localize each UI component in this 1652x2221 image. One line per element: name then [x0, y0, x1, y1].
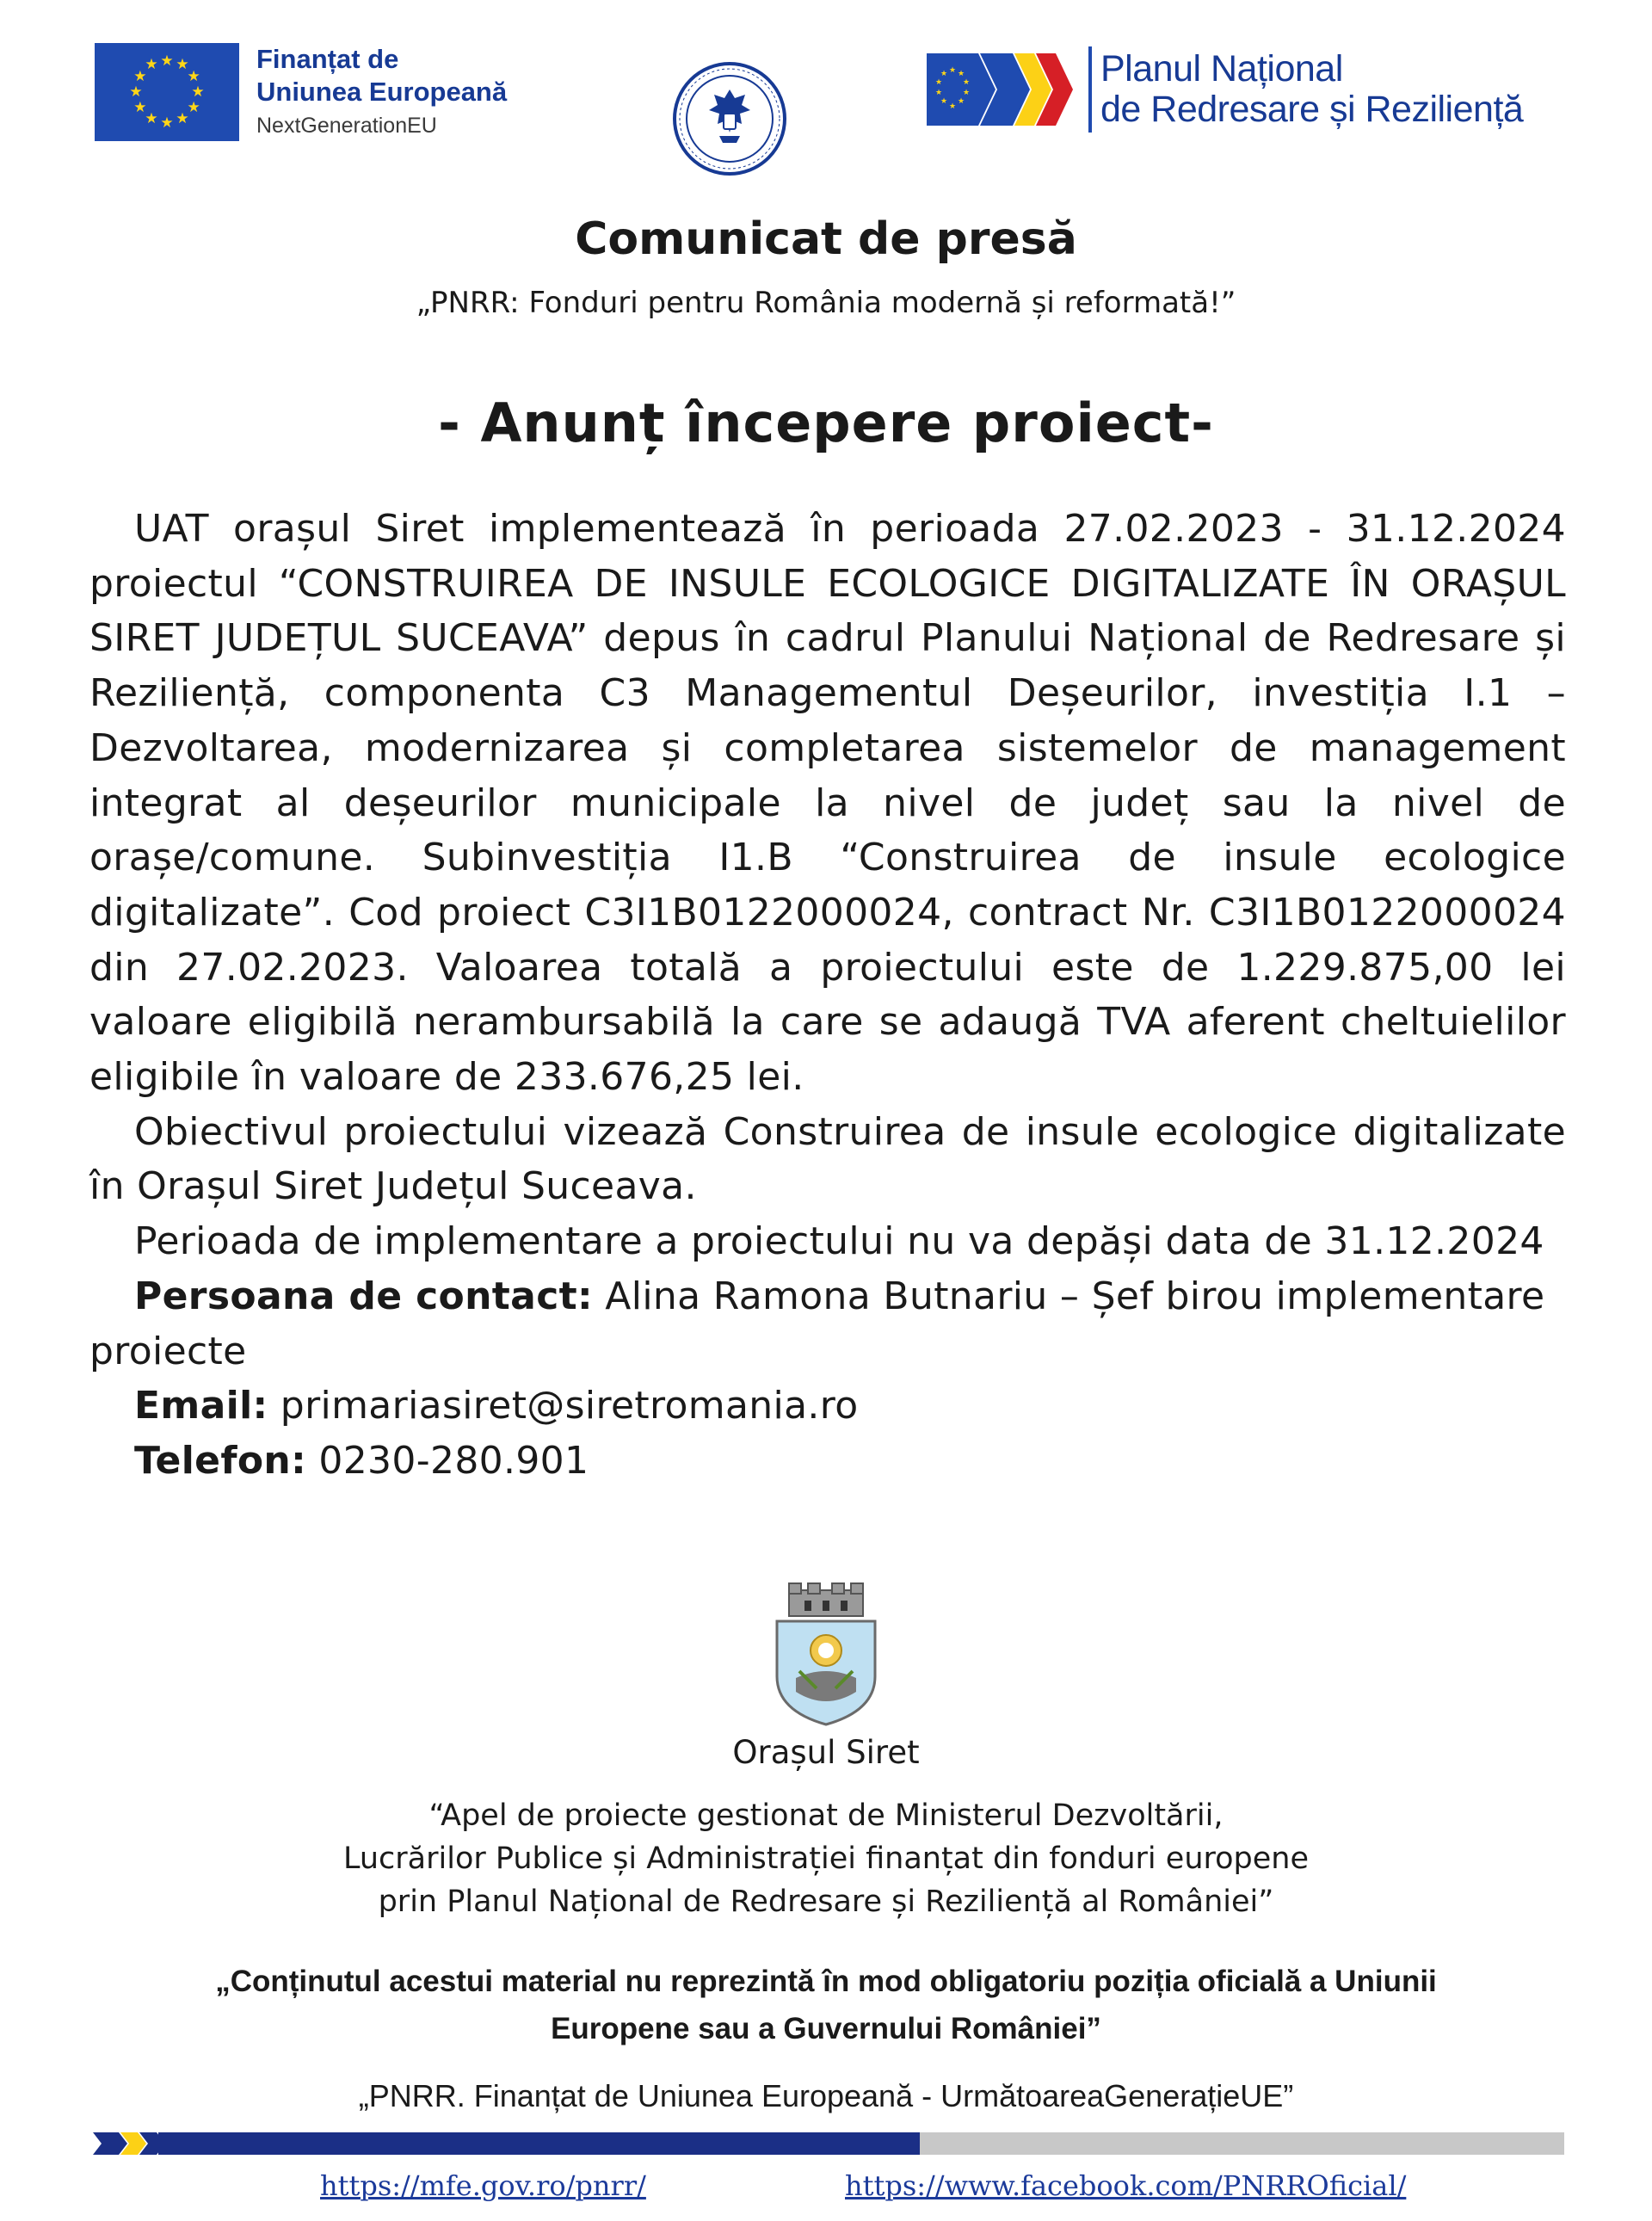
eu-funding-text: [256, 43, 507, 143]
svg-text:★: ★: [963, 89, 971, 97]
svg-text:★: ★: [935, 89, 943, 97]
svg-text:★: ★: [949, 102, 957, 111]
contact-phone-label: Telefon:: [134, 1438, 307, 1483]
apel-line1: “Apel de proiecte gestionat de Ministerul Dezvoltării,: [428, 1798, 1224, 1833]
contact-person: [89, 1269, 1566, 1379]
contact-person-value: Alina Ramona Butnariu – Șef birou implementare proiecte: [89, 1274, 1545, 1373]
eu-star-icon: ★: [145, 56, 158, 74]
document-subtitle: „PNRR: Fonduri pentru România modernă și reformată!”: [416, 286, 1236, 320]
apel-line3: prin Planul Național de Redresare și Reziliență al României”: [378, 1885, 1274, 1919]
eu-star-icon: ★: [133, 67, 147, 85]
eu-text-line3: NextGenerationEU: [256, 114, 437, 138]
announcement-heading: - Anunț începere proiect-: [438, 392, 1214, 454]
eu-star-icon: ★: [187, 98, 200, 116]
eu-star-icon: ★: [145, 109, 158, 127]
eu-text-line2: Uniunea Europeană: [256, 77, 508, 107]
document-title: Comunicat de presă: [575, 213, 1077, 265]
svg-text:★: ★: [940, 97, 948, 106]
svg-text:★: ★: [940, 70, 948, 78]
disclaimer-line1: „Conținutul acestui material nu reprezintă în mod obligatoriu poziția oficială a Uniunii: [215, 1965, 1437, 1998]
header-logos: [0, 0, 1652, 172]
svg-text:★: ★: [963, 78, 971, 87]
pnrr-text-line2: de Redresare și Reziliență: [1100, 89, 1524, 130]
contact-email: [89, 1379, 1566, 1434]
contact-info: [89, 1269, 1566, 1489]
eu-text-line1: Finanțat de: [256, 44, 399, 74]
contact-phone-value: 0230-280.901: [306, 1438, 589, 1483]
mfe-pnrr-link[interactable]: https://mfe.gov.ro/pnrr/: [320, 2169, 646, 2202]
call-for-projects-note: [0, 1794, 1652, 1923]
eu-star-icon: ★: [176, 109, 189, 127]
eu-star-icon: ★: [187, 67, 200, 85]
government-seal-icon: [671, 60, 788, 177]
contact-phone: [89, 1434, 1566, 1489]
footer-arrows-icon: [89, 2127, 193, 2156]
pnrr-arrows-icon: [927, 46, 1082, 133]
footer-color-bar: [89, 2127, 1564, 2156]
siret-coat-of-arms-icon: [770, 1582, 882, 1728]
eu-star-icon: ★: [191, 83, 205, 101]
eu-star-icon: ★: [176, 56, 189, 74]
footer-bar-grey: [920, 2132, 1564, 2155]
pnrr-logo: [927, 46, 1523, 133]
pnrr-text: [1100, 49, 1523, 130]
eu-flag-icon: [95, 43, 239, 141]
apel-line2: Lucrărilor Publice și Administrației finanțat din fonduri europene: [342, 1842, 1310, 1876]
press-release-body: [89, 502, 1566, 1489]
facebook-pnrr-link[interactable]: https://www.facebook.com/PNRROficial/: [845, 2169, 1407, 2202]
pnrr-divider: [1088, 46, 1092, 133]
eu-star-icon: ★: [160, 52, 174, 70]
eu-star-icon: ★: [129, 83, 143, 101]
eu-disclaimer: [0, 1958, 1652, 2052]
pnrr-slogan: „PNRR. Finanțat de Uniunea Europeană - UrmătoareaGenerațieUE”: [358, 2078, 1294, 2113]
disclaimer-line2: Europene sau a Guvernului României”: [551, 2012, 1101, 2045]
svg-text:★: ★: [958, 97, 965, 106]
project-description-paragraph: UAT orașul Siret implementează în perioada 27.02.2023 - 31.12.2024 proiectul “CONSTRUIREA DE INSULE ECOLOGICE DIGITALIZATE ÎN ORAȘUL SIRET JUDEȚUL SUCEAVA” depus în cadrul Planului Național de Redresare și Reziliență, componenta C3 Managementul Deșeurilor, investiția I.1 – Dezvoltarea, modernizarea și completarea sistemelor de management integrat al deșeurilor municipale la nivel de județ sau la nivel de orașe/comune. Subinvestiția I1.B “Construirea de insule ecologice digitalizate”. Cod proiect C3I1B0122000024, contract Nr. C3I1B0122000024 din 27.02.2023. Valoarea totală a proiectului este de 1.229.875,00 lei valoare eligibilă nerambursabilă la care se adaugă TVA aferent cheltuielilor eligibile în valoare de 233.676,25 lei.: [89, 507, 1566, 1100]
project-objective-paragraph: Obiectivul proiectului vizează Construirea de insule ecologice digitalizate în Orașul Siret Județul Suceava.: [89, 1109, 1566, 1209]
implementation-period-paragraph: Perioada de implementare a proiectului nu va depăși data de 31.12.2024: [134, 1219, 1544, 1264]
eu-star-icon: ★: [133, 98, 147, 116]
contact-email-value: primariasiret@siretromania.ro: [268, 1384, 859, 1428]
svg-text:★: ★: [949, 66, 957, 75]
svg-text:★: ★: [935, 78, 943, 87]
eu-star-icon: ★: [160, 114, 174, 132]
contact-email-label: Email:: [134, 1384, 268, 1428]
footer-bar-blue: [158, 2132, 920, 2155]
contact-person-label: Persoana de contact:: [134, 1274, 593, 1318]
svg-text:★: ★: [958, 70, 965, 78]
pnrr-text-line1: Planul Național: [1100, 48, 1343, 89]
town-name: Orașul Siret: [732, 1734, 920, 1771]
eu-funding-logo: [95, 43, 507, 143]
